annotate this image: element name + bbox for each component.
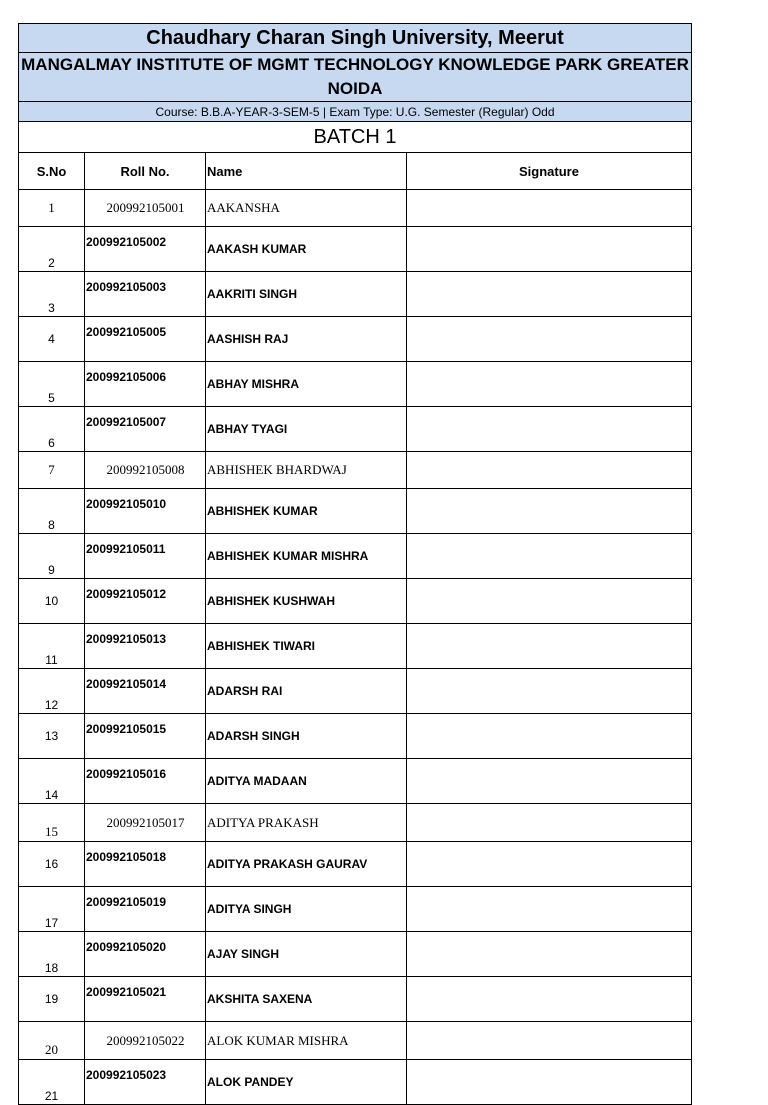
student-rows: [19, 190, 692, 1105]
serial-number: 3: [19, 272, 85, 317]
table-row: [19, 624, 692, 669]
signature-cell[interactable]: [407, 759, 692, 804]
serial-number: 15: [19, 804, 85, 842]
serial-number: 10: [19, 579, 85, 624]
column-header-sno: S.No: [19, 153, 85, 190]
signature-cell[interactable]: [407, 579, 692, 624]
signature-cell[interactable]: [407, 714, 692, 759]
roll-number: 200992105012: [85, 579, 206, 624]
signature-cell[interactable]: [407, 887, 692, 932]
course-info: Course: B.B.A-YEAR-3-SEM-5 | Exam Type: U.G. Semester (Regular) Odd: [19, 102, 692, 122]
student-name: AJAY SINGH: [206, 932, 407, 977]
serial-number: 14: [19, 759, 85, 804]
university-title: Chaudhary Charan Singh University, Meerut: [19, 24, 692, 53]
serial-number: 13: [19, 714, 85, 759]
signature-cell[interactable]: [407, 452, 692, 489]
table-row: [19, 932, 692, 977]
student-name: ADITYA SINGH: [206, 887, 407, 932]
table-row: [19, 452, 692, 489]
student-name: ADARSH RAI: [206, 669, 407, 714]
table-row: [19, 362, 692, 407]
student-name: ADITYA PRAKASH: [206, 804, 407, 842]
roll-number: 200992105021: [85, 977, 206, 1022]
serial-number: 18: [19, 932, 85, 977]
table-row: [19, 804, 692, 842]
column-header-row: [19, 153, 692, 190]
student-name: AAKASH KUMAR: [206, 227, 407, 272]
table-row: [19, 317, 692, 362]
student-name: ABHISHEK BHARDWAJ: [206, 452, 407, 489]
column-header-roll: Roll No.: [85, 153, 206, 190]
student-name: ABHISHEK KUSHWAH: [206, 579, 407, 624]
serial-number: 7: [19, 452, 85, 489]
roll-number: 200992105018: [85, 842, 206, 887]
serial-number: 2: [19, 227, 85, 272]
table-row: [19, 842, 692, 887]
table-row: [19, 759, 692, 804]
signature-cell[interactable]: [407, 407, 692, 452]
roll-number: 200992105003: [85, 272, 206, 317]
student-name: ALOK KUMAR MISHRA: [206, 1022, 407, 1060]
roll-number: 200992105001: [85, 190, 206, 227]
roll-number: 200992105019: [85, 887, 206, 932]
roll-number: 200992105022: [85, 1022, 206, 1060]
signature-cell[interactable]: [407, 842, 692, 887]
signature-cell[interactable]: [407, 534, 692, 579]
table-row: [19, 887, 692, 932]
student-name: AAKRITI SINGH: [206, 272, 407, 317]
serial-number: 16: [19, 842, 85, 887]
roll-number: 200992105020: [85, 932, 206, 977]
student-name: ABHISHEK TIWARI: [206, 624, 407, 669]
serial-number: 21: [19, 1060, 85, 1105]
table-row: [19, 977, 692, 1022]
signature-cell[interactable]: [407, 1060, 692, 1105]
batch-title: BATCH 1: [19, 122, 692, 153]
signature-cell[interactable]: [407, 489, 692, 534]
roll-number: 200992105014: [85, 669, 206, 714]
table-row: [19, 1022, 692, 1060]
roll-number: 200992105007: [85, 407, 206, 452]
roll-number: 200992105008: [85, 452, 206, 489]
student-name: AAKANSHA: [206, 190, 407, 227]
signature-cell[interactable]: [407, 227, 692, 272]
serial-number: 19: [19, 977, 85, 1022]
table-row: [19, 227, 692, 272]
signature-cell[interactable]: [407, 932, 692, 977]
table-row: [19, 714, 692, 759]
serial-number: 20: [19, 1022, 85, 1060]
signature-cell[interactable]: [407, 362, 692, 407]
table-row: [19, 669, 692, 714]
serial-number: 12: [19, 669, 85, 714]
serial-number: 6: [19, 407, 85, 452]
roll-number: 200992105006: [85, 362, 206, 407]
serial-number: 5: [19, 362, 85, 407]
table-row: [19, 489, 692, 534]
student-name: ADITYA PRAKASH GAURAV: [206, 842, 407, 887]
student-name: ABHAY TYAGI: [206, 407, 407, 452]
table-row: [19, 190, 692, 227]
institute-title: MANGALMAY INSTITUTE OF MGMT TECHNOLOGY KNOWLEDGE PARK GREATER NOIDA: [19, 53, 692, 102]
signature-cell[interactable]: [407, 669, 692, 714]
column-header-name: Name: [206, 153, 407, 190]
student-name: ADITYA MADAAN: [206, 759, 407, 804]
student-name: AKSHITA SAXENA: [206, 977, 407, 1022]
attendance-table: [18, 23, 692, 1105]
student-name: AASHISH RAJ: [206, 317, 407, 362]
serial-number: 1: [19, 190, 85, 227]
roll-number: 200992105015: [85, 714, 206, 759]
student-name: ALOK PANDEY: [206, 1060, 407, 1105]
student-name: ABHISHEK KUMAR MISHRA: [206, 534, 407, 579]
roll-number: 200992105010: [85, 489, 206, 534]
serial-number: 4: [19, 317, 85, 362]
table-row: [19, 1060, 692, 1105]
table-row: [19, 579, 692, 624]
signature-cell[interactable]: [407, 317, 692, 362]
serial-number: 8: [19, 489, 85, 534]
attendance-sheet: [18, 23, 691, 1105]
student-name: ABHAY MISHRA: [206, 362, 407, 407]
roll-number: 200992105016: [85, 759, 206, 804]
student-name: ABHISHEK KUMAR: [206, 489, 407, 534]
roll-number: 200992105011: [85, 534, 206, 579]
student-name: ADARSH SINGH: [206, 714, 407, 759]
roll-number: 200992105023: [85, 1060, 206, 1105]
roll-number: 200992105002: [85, 227, 206, 272]
table-row: [19, 272, 692, 317]
signature-cell[interactable]: [407, 804, 692, 842]
signature-cell[interactable]: [407, 190, 692, 227]
column-header-signature: Signature: [407, 153, 692, 190]
roll-number: 200992105017: [85, 804, 206, 842]
serial-number: 17: [19, 887, 85, 932]
serial-number: 11: [19, 624, 85, 669]
roll-number: 200992105013: [85, 624, 206, 669]
table-row: [19, 534, 692, 579]
serial-number: 9: [19, 534, 85, 579]
roll-number: 200992105005: [85, 317, 206, 362]
table-row: [19, 407, 692, 452]
signature-cell[interactable]: [407, 1022, 692, 1060]
signature-cell[interactable]: [407, 624, 692, 669]
signature-cell[interactable]: [407, 977, 692, 1022]
signature-cell[interactable]: [407, 272, 692, 317]
